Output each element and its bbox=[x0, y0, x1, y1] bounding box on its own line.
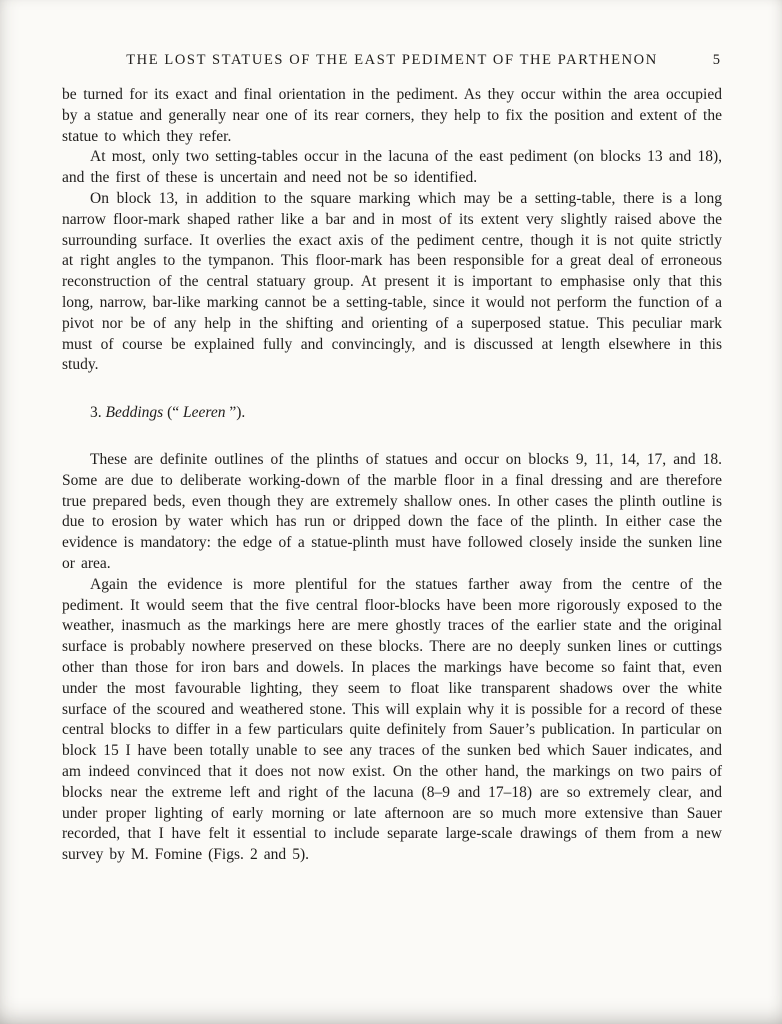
section-heading-beddings bbox=[62, 403, 722, 424]
paragraph-continuation: be turned for its exact and final orientation in the pediment. As they occur within the area occupied by a statue and generally near one of its rear corners, they help to fix the position and extent of the statue to which they refer. bbox=[62, 86, 722, 145]
body-text bbox=[62, 85, 722, 866]
page-number: 5 bbox=[712, 52, 720, 68]
section-foreign-term: Leeren bbox=[182, 404, 226, 422]
paragraph-evidence: Again the evidence is more plentiful for the statues farther away from the centre of the pediment. It would seem that the five central floor-blocks have been more rigorously exposed to the weather, inasmuch as the markings here are mere ghostly traces of the earlier state and the original surface is probably nowhere preserved on these blocks. There are no deeply sunken lines or cuttings other than those for iron bars and dowels. In places the markings have become so faint that, even under the most favourable lighting, they seem to float like transparent shadows over the white surface of the scoured and weathered stone. This will explain why it is possible for a record of these central blocks to differ in a few particulars quite definitely from Sauer’s publication. In particular on block 15 I have been totally unable to see any traces of the sunken bed which Sauer indicates, and am indeed convinced that it does not now exist. On the other hand, the markings on two pairs of blocks near the extreme left and right of the lacuna (8–9 and 17–18) are so extremely clear, and under proper lighting of early morning or late afternoon are so much more extensive than Sauer recorded, that I have felt it essential to include separate large-scale drawings of them from a new survey by M. Fomine (Figs. 2 and 5). bbox=[62, 575, 722, 864]
paragraph-block-13: On block 13, in addition to the square marking which may be a setting-table, there is a long narrow floor-mark shaped rather like a bar and in most of its extent very slightly raised above the surrounding surface. It overlies the exact axis of the pediment centre, though it is not quite strictly at right angles to the tympanon. This floor-mark has been responsible for a great deal of erroneous reconstruction of the central statuary group. At present it is important to emphasise only that this long, narrow, bar-like marking cannot be a setting-table, since it would not perform the function of a pivot nor be of any help in the shifting and orienting of a superposed statue. This peculiar mark must of course be explained fully and convincingly, and is discussed at length elsewhere in this study. bbox=[62, 189, 722, 374]
running-title: THE LOST STATUES OF THE EAST PEDIMENT OF THE PARTHENON bbox=[126, 52, 658, 68]
running-header bbox=[62, 52, 722, 69]
section-quote-close: ”). bbox=[225, 404, 246, 422]
section-quote-open: (“ bbox=[163, 404, 183, 422]
paragraph-plinth-outlines: These are definite outlines of the plinths of statues and occur on blocks 9, 11, 14, 17, and 18. Some are due to deliberate working-down of the marble floor in a final dressing and are therefore true prepared beds, even though they are extremely shallow ones. In other cases the plinth outline is due to erosion by water which has run or dripped down the face of the plinth. In either case the evidence is mandatory: the edge of a statue-plinth must have followed closely inside the sunken line or area. bbox=[62, 450, 722, 572]
section-number: 3. bbox=[90, 404, 106, 422]
section-term: Beddings bbox=[105, 404, 164, 422]
paragraph-setting-tables: At most, only two setting-tables occur in the lacuna of the east pediment (on blocks 13 and 18), and the first of these is uncertain and need not be so identified. bbox=[62, 148, 722, 187]
